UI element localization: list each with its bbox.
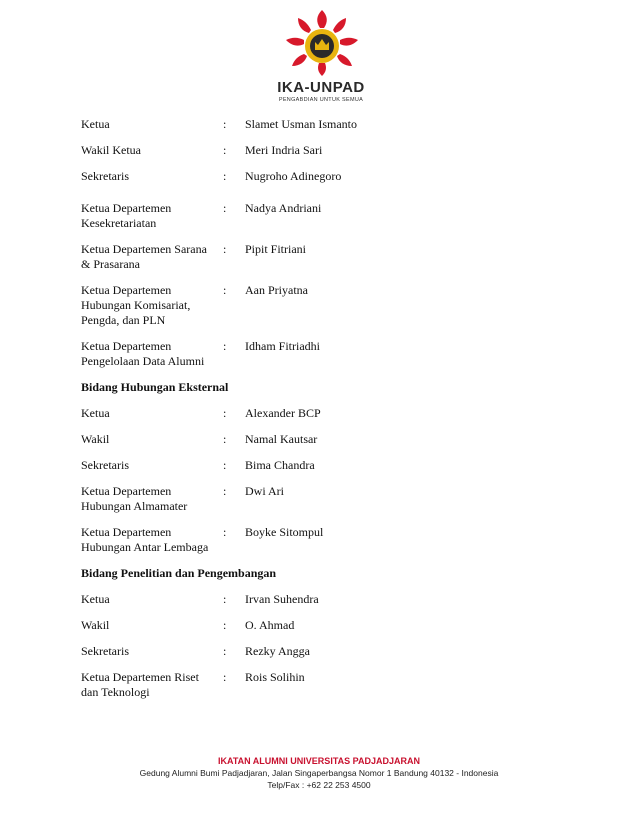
colon-separator: : bbox=[223, 458, 227, 472]
role-label: Ketua Departemen Pengelolaan Data Alumni bbox=[81, 339, 205, 368]
member-name: Boyke Sitompul bbox=[245, 525, 324, 539]
member-row bbox=[81, 644, 561, 659]
member-row bbox=[81, 458, 561, 473]
member-name: Pipit Fitriani bbox=[245, 242, 307, 256]
colon-separator: : bbox=[223, 242, 227, 256]
member-name: Rois Solihin bbox=[245, 670, 305, 684]
section-heading-penelitian: Bidang Penelitian dan Pengembangan bbox=[81, 566, 277, 580]
colon-separator: : bbox=[223, 339, 227, 353]
role-label: Ketua Departemen Hubungan Antar Lembaga bbox=[81, 525, 209, 554]
role-label: Sekretaris bbox=[81, 169, 129, 183]
member-row bbox=[81, 169, 561, 184]
role-label: Ketua bbox=[81, 592, 110, 606]
role-label: Ketua Departemen Kesekretariatan bbox=[81, 201, 172, 230]
member-row bbox=[81, 339, 561, 369]
colon-separator: : bbox=[223, 169, 227, 183]
ika-unpad-logo bbox=[282, 8, 362, 80]
member-row bbox=[81, 406, 561, 421]
colon-separator: : bbox=[223, 670, 227, 684]
role-label: Sekretaris bbox=[81, 458, 129, 472]
member-row bbox=[81, 242, 561, 272]
role-label: Wakil Ketua bbox=[81, 143, 142, 157]
role-label: Wakil bbox=[81, 618, 110, 632]
organization-list bbox=[81, 117, 561, 711]
member-name: O. Ahmad bbox=[245, 618, 295, 632]
role-label: Wakil bbox=[81, 432, 110, 446]
role-label: Ketua bbox=[81, 406, 110, 420]
member-name: Irvan Suhendra bbox=[245, 592, 319, 606]
colon-separator: : bbox=[223, 618, 227, 632]
role-label: Ketua bbox=[81, 117, 110, 131]
member-name: Namal Kautsar bbox=[245, 432, 318, 446]
member-name: Nadya Andriani bbox=[245, 201, 322, 215]
colon-separator: : bbox=[223, 117, 227, 131]
member-name: Slamet Usman Ismanto bbox=[245, 117, 357, 131]
member-row bbox=[81, 592, 561, 607]
letterhead-footer bbox=[0, 755, 638, 791]
brand-block bbox=[256, 80, 386, 104]
member-name: Nugroho Adinegoro bbox=[245, 169, 342, 183]
colon-separator: : bbox=[223, 525, 227, 539]
member-row bbox=[81, 201, 561, 231]
colon-separator: : bbox=[223, 432, 227, 446]
colon-separator: : bbox=[223, 406, 227, 420]
member-name: Idham Fitriadhi bbox=[245, 339, 320, 353]
brand-tagline: PENGABDIAN UNTUK SEMUA bbox=[278, 97, 364, 103]
member-row bbox=[81, 670, 561, 700]
role-label: Ketua Departemen Riset dan Teknologi bbox=[81, 670, 199, 699]
member-row bbox=[81, 143, 561, 158]
footer-address: Gedung Alumni Bumi Padjadjaran, Jalan Singaperbangsa Nomor 1 Bandung 40132 - Indonesia bbox=[139, 768, 499, 778]
member-row bbox=[81, 432, 561, 447]
role-label: Ketua Departemen Sarana & Prasarana bbox=[81, 242, 207, 271]
member-row bbox=[81, 618, 561, 633]
colon-separator: : bbox=[223, 283, 227, 297]
member-name: Meri Indria Sari bbox=[245, 143, 323, 157]
member-row bbox=[81, 283, 561, 328]
member-name: Rezky Angga bbox=[245, 644, 310, 658]
role-label: Ketua Departemen Hubungan Almamater bbox=[81, 484, 188, 513]
colon-separator: : bbox=[223, 201, 227, 215]
role-label: Ketua Departemen Hubungan Komisariat, Pengda, dan PLN bbox=[81, 283, 191, 327]
role-label: Sekretaris bbox=[81, 644, 129, 658]
member-row bbox=[81, 117, 561, 132]
footer-phone: Telp/Fax : +62 22 253 4500 bbox=[267, 780, 371, 790]
colon-separator: : bbox=[223, 592, 227, 606]
member-row bbox=[81, 525, 561, 555]
member-name: Dwi Ari bbox=[245, 484, 284, 498]
member-name: Alexander BCP bbox=[245, 406, 321, 420]
member-name: Bima Chandra bbox=[245, 458, 315, 472]
colon-separator: : bbox=[223, 484, 227, 498]
footer-organization: IKATAN ALUMNI UNIVERSITAS PADJADJARAN bbox=[217, 756, 420, 766]
member-row bbox=[81, 484, 561, 514]
colon-separator: : bbox=[223, 143, 227, 157]
brand-name: IKA-UNPAD bbox=[277, 79, 365, 96]
section-heading-eksternal: Bidang Hubungan Eksternal bbox=[81, 380, 229, 394]
colon-separator: : bbox=[223, 644, 227, 658]
member-name: Aan Priyatna bbox=[245, 283, 308, 297]
